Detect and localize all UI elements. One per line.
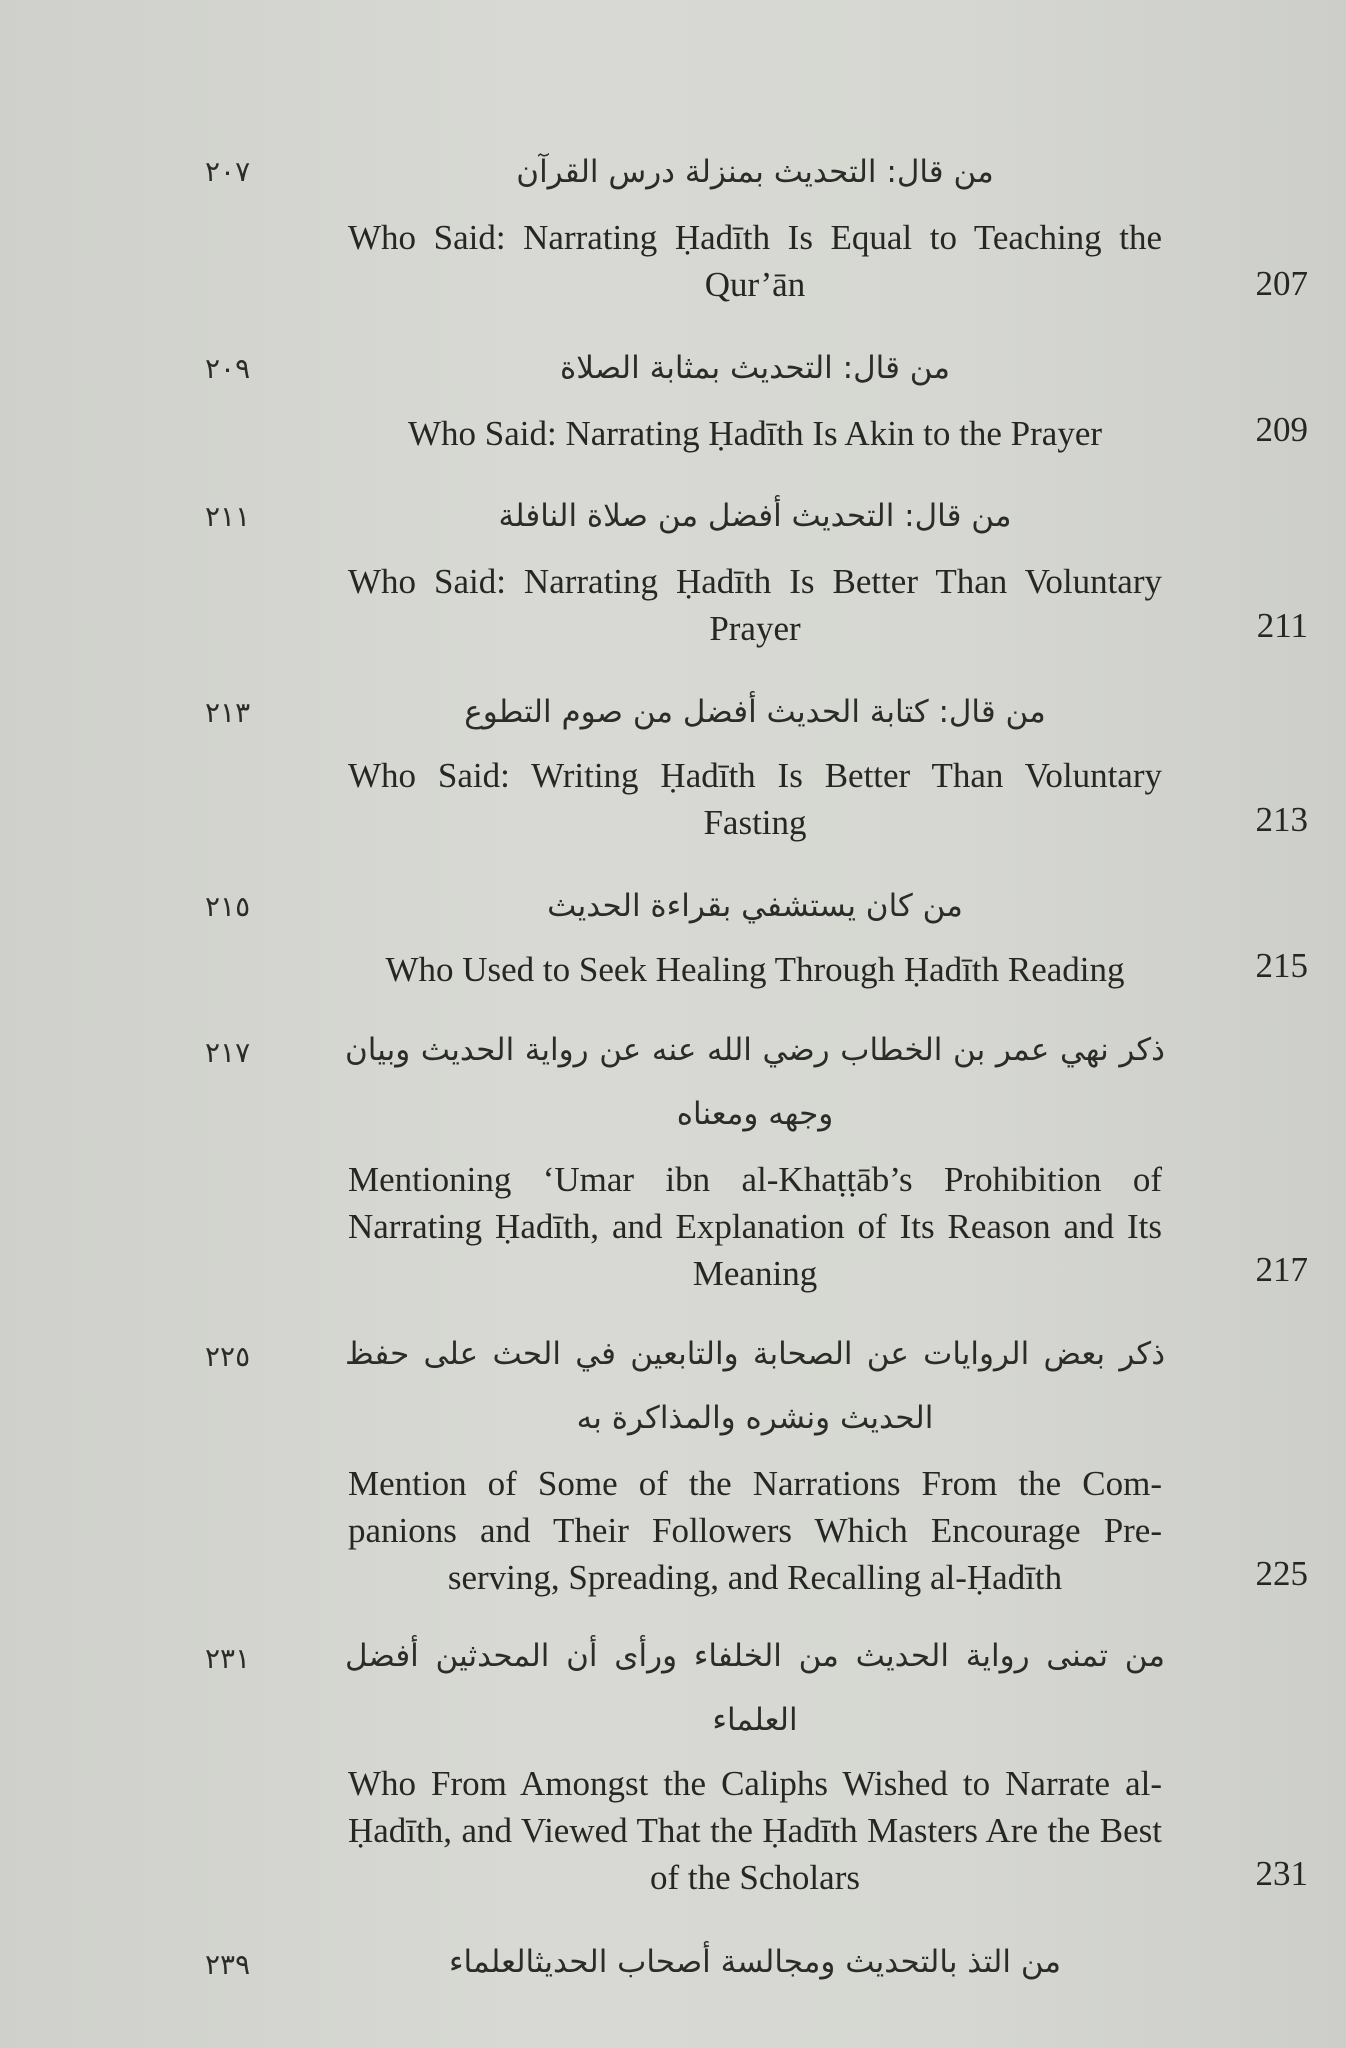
- english-title: Who Used to Seek Healing Through Ḥadīth Reading: [385, 950, 1125, 989]
- arabic-title: من قال: التحديث بمنزلة درس القرآن: [516, 154, 994, 190]
- english-title: Who Said: Narrating Ḥadīth Is Better Than Voluntary Prayer: [348, 562, 1162, 648]
- english-page-number: 217: [1255, 1250, 1308, 1289]
- arabic-title: من التذ بالتحديث ومجالسة أصحاب الحديثالعلماء: [448, 1944, 1062, 1980]
- arabic-page-number: ٢١٥: [205, 890, 251, 923]
- arabic-title: ذكر بعض الروايات عن الصحابة والتابعين في الحث على حفظ الحديث ونشره والمذاكرة به: [345, 1336, 1165, 1436]
- english-title: Mentioning ‘Umar ibn al-Khaṭṭāb’s Prohibition of Narrating Ḥadīth, and Explanation of Its Reason and Its Meaning: [348, 1160, 1162, 1293]
- english-page-number: 209: [1255, 410, 1308, 449]
- english-page-number: 207: [1255, 264, 1308, 303]
- arabic-page-number: ٢١٣: [205, 696, 251, 729]
- english-page-number: 231: [1255, 1854, 1308, 1893]
- english-page-number: 215: [1255, 946, 1308, 985]
- english-page-number: 225: [1255, 1554, 1308, 1593]
- arabic-page-number: ٢٠٩: [205, 352, 251, 385]
- arabic-title: من قال: التحديث بمثابة الصلاة: [560, 350, 950, 386]
- arabic-title: من قال: التحديث أفضل من صلاة النافلة: [498, 498, 1012, 534]
- arabic-page-number: ٢١٧: [205, 1036, 251, 1069]
- arabic-page-number: ٢١١: [205, 500, 251, 533]
- english-page-number: 211: [1256, 606, 1308, 645]
- english-title: Who Said: Narrating Ḥadīth Is Equal to Teaching the Qur’ān: [348, 218, 1162, 304]
- english-title: Who From Amongst the Caliphs Wished to Narrate al-Ḥadīth, and Viewed That the Ḥadīth Masters Are the Best of the Scholars: [348, 1764, 1162, 1897]
- arabic-title: من قال: كتابة الحديث أفضل من صوم التطوع: [464, 694, 1046, 730]
- arabic-title: ذكر نهي عمر بن الخطاب رضي الله عنه عن رواية الحديث وبيان وجهه ومعناه: [345, 1032, 1165, 1132]
- arabic-title: من كان يستشفي بقراءة الحديث: [547, 888, 963, 924]
- arabic-page-number: ٢٠٧: [205, 155, 251, 188]
- english-page-number: 213: [1255, 800, 1308, 839]
- english-title: Mention of Some of the Narrations From the Com-panions and Their Followers Which Encourage Pre-serving, Spreading, and Recalling al-Ḥadīth: [348, 1464, 1162, 1597]
- arabic-title: من تمنى رواية الحديث من الخلفاء ورأى أن المحدثين أفضل العلماء: [345, 1638, 1165, 1738]
- english-title: Who Said: Writing Ḥadīth Is Better Than Voluntary Fasting: [348, 756, 1162, 842]
- arabic-page-number: ٢٢٥: [205, 1340, 251, 1373]
- english-title: Who Said: Narrating Ḥadīth Is Akin to the Prayer: [407, 414, 1103, 453]
- arabic-page-number: ٢٣١: [205, 1642, 251, 1675]
- arabic-page-number: ٢٣٩: [205, 1948, 251, 1981]
